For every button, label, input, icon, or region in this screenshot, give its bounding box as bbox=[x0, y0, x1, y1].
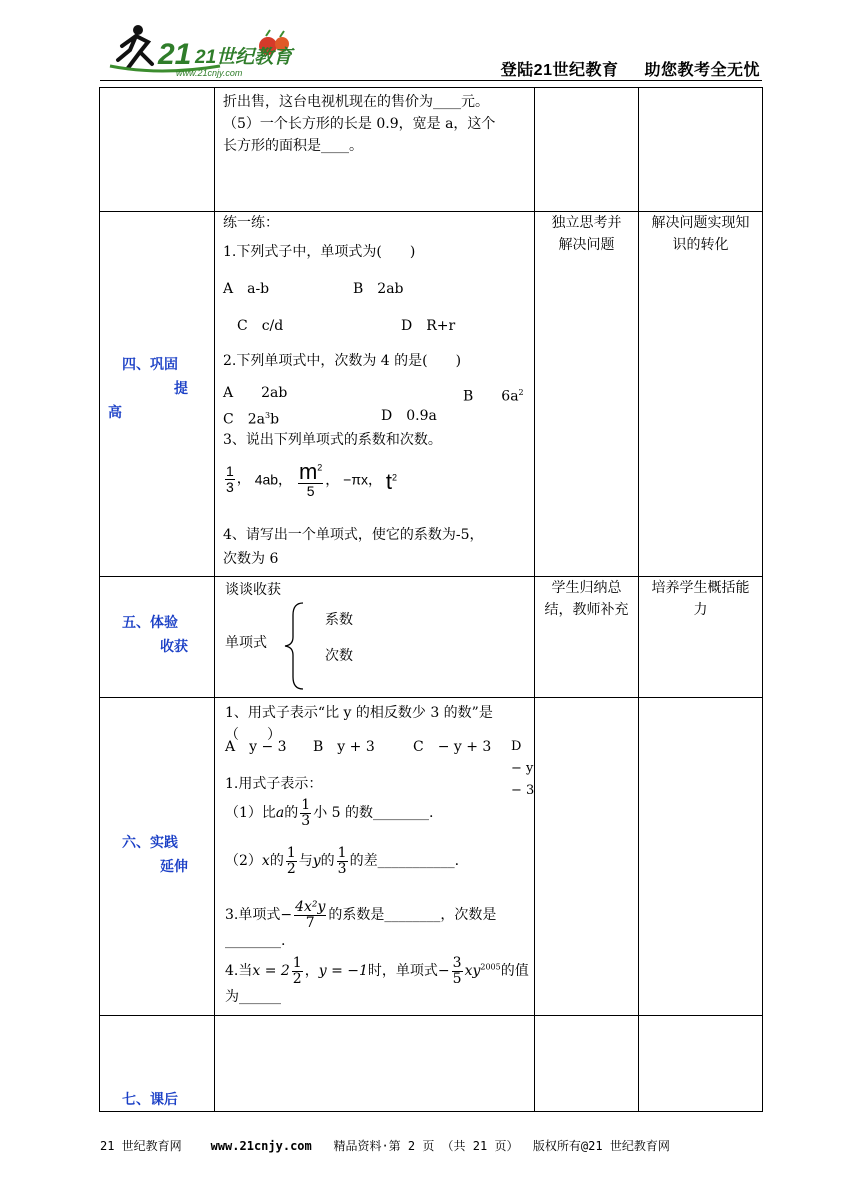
option: D 0.9a bbox=[381, 408, 437, 424]
content-line: 谈谈收获 bbox=[225, 582, 281, 598]
fraction: $\frac{1}{3}$ bbox=[226, 463, 234, 495]
step-cell bbox=[100, 1016, 215, 1112]
content-line: （5）一个长方形的长是 0.9，宽是 a，这个 bbox=[223, 116, 496, 132]
intent-cell bbox=[639, 212, 763, 577]
logo-text: 21世纪教育 bbox=[195, 47, 293, 68]
header-rule bbox=[100, 80, 762, 81]
brace-branch: 系数 bbox=[325, 612, 353, 628]
lesson-table bbox=[99, 87, 763, 1112]
option: C $2a^3b$ bbox=[223, 411, 280, 428]
page-footer bbox=[100, 1137, 762, 1154]
svg-text:21: 21 bbox=[158, 38, 192, 71]
step-title: 五、体验 bbox=[122, 615, 178, 631]
content-cell bbox=[215, 577, 535, 698]
question: 4、请写出一个单项式，使它的系数为-5， bbox=[223, 527, 484, 543]
monomial-list: $\frac{1}{3}$ ， 4ab， $\frac{m^2}{5}$ ， −πx， $t^2$ bbox=[226, 459, 398, 500]
table-row bbox=[100, 88, 763, 212]
student-activity: 学生归纳总结，教师补充 bbox=[544, 580, 629, 618]
fraction: $\frac{1}{3}$ bbox=[301, 797, 311, 829]
question: （2）x的 $\frac{1}{2}$ 与y的 $\frac{1}{3}$ 的差___________. bbox=[225, 845, 460, 877]
content-cell bbox=[215, 212, 535, 577]
step-cell bbox=[100, 698, 215, 1016]
option: C − y + 3 bbox=[413, 739, 492, 755]
step-title: 六、实践 bbox=[122, 834, 178, 851]
site-logo[interactable] bbox=[100, 20, 310, 82]
table-row bbox=[100, 1016, 763, 1112]
option: B 2ab bbox=[353, 281, 404, 297]
intent-cell bbox=[639, 1016, 763, 1112]
step-title: 延伸 bbox=[160, 858, 188, 875]
brace-icon bbox=[283, 601, 307, 691]
question: 3.单项式− $\frac{\text{4x²y}}{7}$ 的系数是________，次数是________. bbox=[225, 899, 497, 950]
fraction: $\frac{1}{2}$ bbox=[292, 955, 302, 987]
header-slogan bbox=[501, 57, 760, 80]
footer-site-link[interactable]: www.21cnjy.com bbox=[210, 1139, 312, 1153]
fraction: $\frac{1}{2}$ bbox=[286, 845, 296, 877]
brace-root: 单项式 bbox=[225, 635, 267, 651]
slogan-right: 助您教考全无忧 bbox=[644, 62, 760, 79]
option: D R+r bbox=[401, 318, 456, 334]
brace-branch: 次数 bbox=[325, 648, 353, 664]
fraction: $\frac{\text{4x²y}}{7}$ bbox=[295, 899, 326, 931]
question: 3、说出下列单项式的系数和次数。 bbox=[223, 432, 442, 448]
option: A a-b bbox=[223, 281, 270, 297]
step-title: 四、巩固 bbox=[122, 357, 178, 373]
question: 1.下列式子中，单项式为( ) bbox=[223, 244, 416, 260]
table-row bbox=[100, 698, 763, 1016]
option: A y − 3 bbox=[225, 739, 287, 755]
option: B y + 3 bbox=[313, 739, 375, 755]
student-cell bbox=[535, 1016, 639, 1112]
intent-cell bbox=[639, 88, 763, 212]
student-cell bbox=[535, 212, 639, 577]
fraction: $\frac{m^2}{5}$ bbox=[298, 459, 323, 500]
intent-cell bbox=[639, 698, 763, 1016]
student-activity: 独立思考并解决问题 bbox=[551, 215, 622, 253]
page-header bbox=[100, 20, 760, 82]
content-line: 练一练： bbox=[223, 215, 279, 231]
content-cell bbox=[215, 88, 535, 212]
step-title: 提 bbox=[174, 381, 188, 397]
step-cell bbox=[100, 212, 215, 577]
fraction: $\frac{1}{3}$ bbox=[337, 845, 347, 877]
step-cell bbox=[100, 577, 215, 698]
design-intent: 解决问题实现知识的转化 bbox=[651, 215, 750, 253]
step-title: 收获 bbox=[160, 639, 188, 655]
option: C c/d bbox=[237, 318, 284, 334]
design-intent: 培养学生概括能力 bbox=[651, 580, 750, 618]
student-cell bbox=[535, 577, 639, 698]
question: 1、用式子表示“比 y 的相反数少 3 的数”是（ ） bbox=[225, 705, 493, 743]
question: 1.用式子表示： bbox=[225, 776, 323, 792]
option: D − y − 3 bbox=[511, 739, 535, 798]
footer-copyright: 版权所有@21 世纪教育网 bbox=[532, 1139, 670, 1153]
content-line: 折出售，这台电视机现在的售价为____元。 bbox=[223, 94, 489, 110]
step-title: 高 bbox=[108, 405, 122, 421]
question: （1）比a的 $\frac{1}{3}$ 小 5 的数________. bbox=[225, 797, 434, 829]
footer-page-info: 精品资料·第 2 页 （共 21 页） bbox=[333, 1139, 519, 1153]
footer-left: 21 世纪教育网 bbox=[100, 1139, 182, 1153]
content-cell bbox=[215, 698, 535, 1016]
student-cell bbox=[535, 698, 639, 1016]
step-cell bbox=[100, 88, 215, 212]
step-title: 七、课后 bbox=[122, 1092, 178, 1108]
fraction: $\frac{3}{5}$ bbox=[452, 955, 462, 987]
question: 2.下列单项式中，次数为 4 的是( ) bbox=[223, 353, 462, 369]
option: B $6a^2$ bbox=[463, 388, 524, 405]
content-cell bbox=[215, 1016, 535, 1112]
table-row bbox=[100, 212, 763, 577]
option: A 2ab bbox=[223, 385, 288, 401]
table-row bbox=[100, 577, 763, 698]
content-line: 长方形的面积是____。 bbox=[223, 138, 363, 154]
question: 4.当x = 2 $\frac{1}{2}$ ，y = −1时，单项式− $\frac{3}{5}$ $xy^{2005}$的值为______ bbox=[225, 955, 529, 1006]
question: 次数为 6 bbox=[223, 551, 279, 567]
slogan-left: 登陆21世纪教育 bbox=[500, 62, 619, 79]
student-cell bbox=[535, 88, 639, 212]
intent-cell bbox=[639, 577, 763, 698]
logo-url: www.21cnjy.com bbox=[176, 68, 243, 78]
